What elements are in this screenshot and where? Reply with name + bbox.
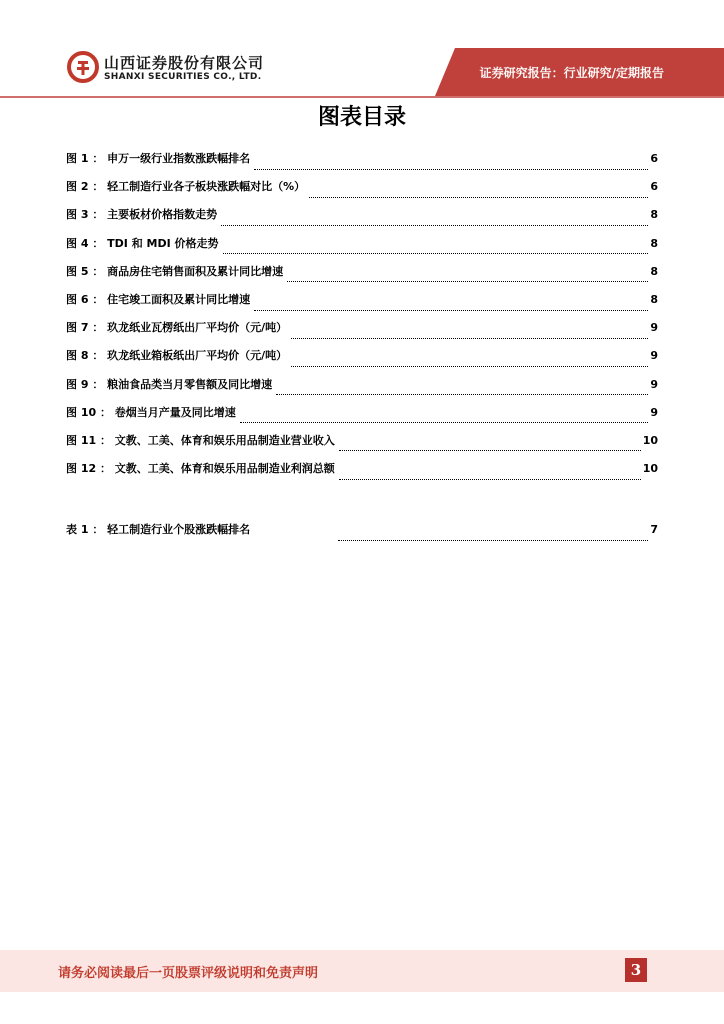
toc-entry-label: 图 10 ： 卷烟当月产量及同比增速 [66, 405, 236, 419]
dot-leader [287, 273, 648, 282]
toc-entry-figure-2[interactable] [66, 178, 658, 206]
toc-entry-figure-1[interactable] [66, 150, 658, 178]
toc-entry-figure-12[interactable] [66, 460, 658, 488]
report-type: 证券研究报告：行业研究/定期报告 [479, 66, 664, 80]
toc-entry-figure-5[interactable] [66, 263, 658, 291]
toc-entry-label: 表 1 ： 轻工制造行业个股涨跌幅排名 [66, 523, 251, 536]
toc-entry-label: 图 6 ： 住宅竣工面积及累计同比增速 [66, 292, 251, 306]
toc-entry-label: 图 2 ： 轻工制造行业各子板块涨跌幅对比（%） [66, 180, 306, 194]
toc-entry-figure-8[interactable] [66, 347, 658, 375]
dot-leader [221, 217, 648, 226]
toc-entry-page: 10 [642, 462, 658, 476]
toc-entry-label: 图 7 ： 玖龙纸业瓦楞纸出厂平均价（元/吨） [66, 321, 288, 335]
table-list [66, 521, 658, 549]
dot-leader [254, 302, 648, 311]
dot-leader [339, 471, 641, 480]
header-banner [0, 0, 724, 100]
toc-entry-page: 9 [650, 321, 658, 335]
toc-entry-page: 7 [650, 523, 658, 536]
toc-entry-label: 图 12 ： 文教、工美、体育和娱乐用品制造业利润总额 [66, 462, 335, 476]
toc-entry-figure-9[interactable] [66, 376, 658, 404]
toc-entry-label: 图 3 ： 主要板材价格指数走势 [66, 208, 218, 222]
toc-entry-page: 8 [650, 236, 658, 250]
toc-entry-figure-6[interactable] [66, 291, 658, 319]
figure-list [66, 150, 658, 488]
toc-entry-page: 8 [650, 264, 658, 278]
dot-leader [291, 358, 648, 367]
shanxi-securities-logo-icon [67, 51, 99, 83]
page-title: 图表目录 [317, 105, 406, 130]
toc-entry-page: 6 [650, 152, 658, 165]
toc-entry-page: 9 [650, 377, 658, 391]
dot-leader [254, 161, 648, 170]
toc-entry-page: 10 [642, 433, 658, 447]
dot-leader [309, 189, 648, 198]
dot-leader [223, 245, 649, 254]
toc-entry-figure-4[interactable] [66, 235, 658, 263]
page-footer [0, 950, 724, 992]
toc-entry-page: 9 [650, 349, 658, 363]
toc-entry-label: 图 1 ： 申万一级行业指数涨跌幅排名 [66, 152, 251, 165]
toc-entry-page: 8 [650, 292, 658, 306]
disclaimer-notice: 请务必阅读最后一页股票评级说明和免责声明 [58, 966, 319, 981]
toc-entry-label: 图 4 ： TDI 和 MDI 价格走势 [66, 236, 219, 250]
toc-entry-page: 9 [650, 405, 658, 419]
toc-entry-figure-10[interactable] [66, 404, 658, 432]
toc-entry-page: 8 [650, 208, 658, 222]
dot-leader [291, 330, 648, 339]
dot-leader [338, 532, 648, 541]
company-name-cn: 山西证券股份有限公司 [104, 54, 265, 72]
toc-entry-label: 图 11 ： 文教、工美、体育和娱乐用品制造业营业收入 [66, 433, 335, 447]
toc-entry-figure-7[interactable] [66, 319, 658, 347]
dot-leader [339, 442, 641, 451]
toc-entry-page: 6 [650, 180, 658, 194]
toc-entry-label: 图 5 ： 商品房住宅销售面积及累计同比增速 [66, 264, 284, 278]
toc-entry-figure-3[interactable] [66, 206, 658, 234]
dot-leader [240, 414, 649, 423]
page-header [0, 0, 724, 100]
toc-entry-table-1[interactable] [66, 521, 658, 549]
company-name-en: SHANXI SECURITIES CO., LTD. [104, 72, 262, 82]
page-number: 3 [625, 958, 647, 982]
toc-entry-label: 图 8 ： 玖龙纸业箱板纸出厂平均价（元/吨） [66, 349, 288, 363]
toc-entry-figure-11[interactable] [66, 432, 658, 460]
toc-entry-label: 图 9 ： 粮油食品类当月零售额及同比增速 [66, 377, 273, 391]
dot-leader [276, 386, 648, 395]
